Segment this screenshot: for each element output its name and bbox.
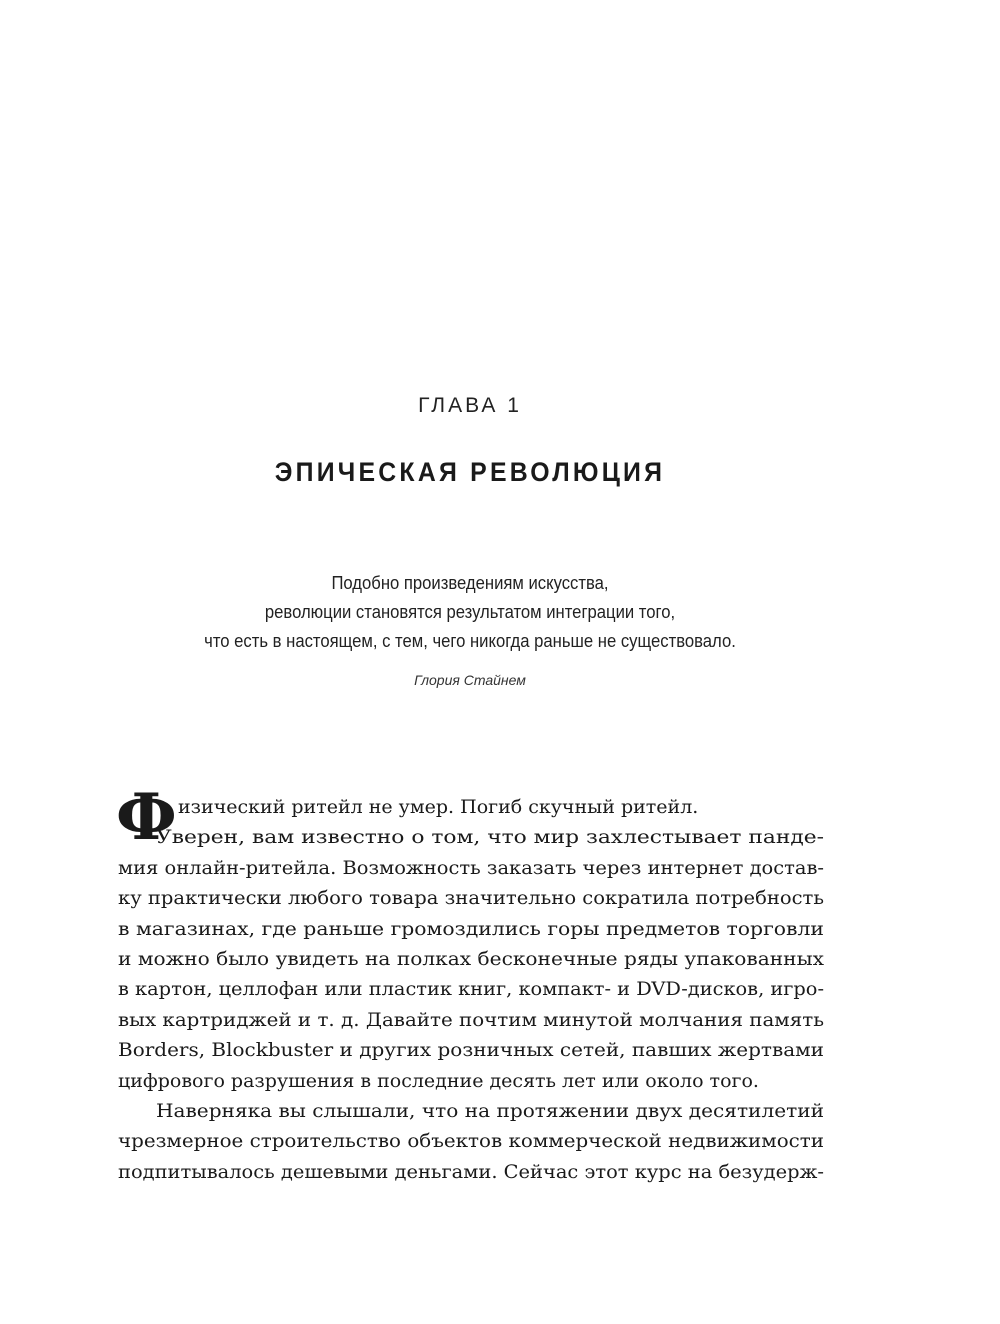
epigraph-line: революции становятся результатом интеграции того,	[264, 601, 676, 622]
body-text	[116, 780, 825, 1187]
chapter-title: ЭПИЧЕСКАЯ РЕВОЛЮЦИЯ	[274, 457, 666, 487]
body-line: Уверен, вам известно о том, что мир захлестывает панде-	[156, 826, 824, 849]
chapter-number: ГЛАВА 1	[418, 394, 522, 417]
epigraph-author: Глория Стайнем	[414, 672, 526, 688]
epigraph-line: Подобно произведениям искусства,	[331, 572, 609, 593]
body-line: и можно было увидеть на полках бесконечные ряды упакованных	[118, 947, 824, 970]
body-line: в картон, целлофан или пластик книг, компакт- и DVD-дисков, игро-	[118, 978, 824, 1001]
body-line: мия онлайн-ритейла. Возможность заказать через интернет достав-	[118, 856, 824, 879]
body-line: чрезмерное строительство объектов коммерческой недвижимости	[118, 1130, 824, 1153]
drop-cap: Ф	[116, 780, 177, 855]
body-line: вых картриджей и т. д. Давайте почтим минутой молчания память	[118, 1008, 824, 1031]
body-line: ку практически любого товара значительно сократила потребность	[118, 887, 824, 910]
body-line: подпитывалось дешевыми деньгами. Сейчас этот курс на безудерж-	[118, 1160, 824, 1183]
body-line: цифрового разрушения в последние десять лет или около того.	[118, 1069, 759, 1092]
body-line: изический ритейл не умер. Погиб скучный ритейл.	[178, 796, 699, 818]
body-line: в магазинах, где раньше громоздились горы предметов торговли	[118, 917, 824, 940]
epigraph-line: что есть в настоящем, с тем, чего никогда раньше не существовало.	[204, 630, 736, 651]
body-line: Borders, Blockbuster и других розничных сетей, павших жертвами	[118, 1039, 824, 1062]
body-line: Наверняка вы слышали, что на протяжении двух десятилетий	[156, 1099, 825, 1122]
epigraph	[0, 568, 940, 655]
